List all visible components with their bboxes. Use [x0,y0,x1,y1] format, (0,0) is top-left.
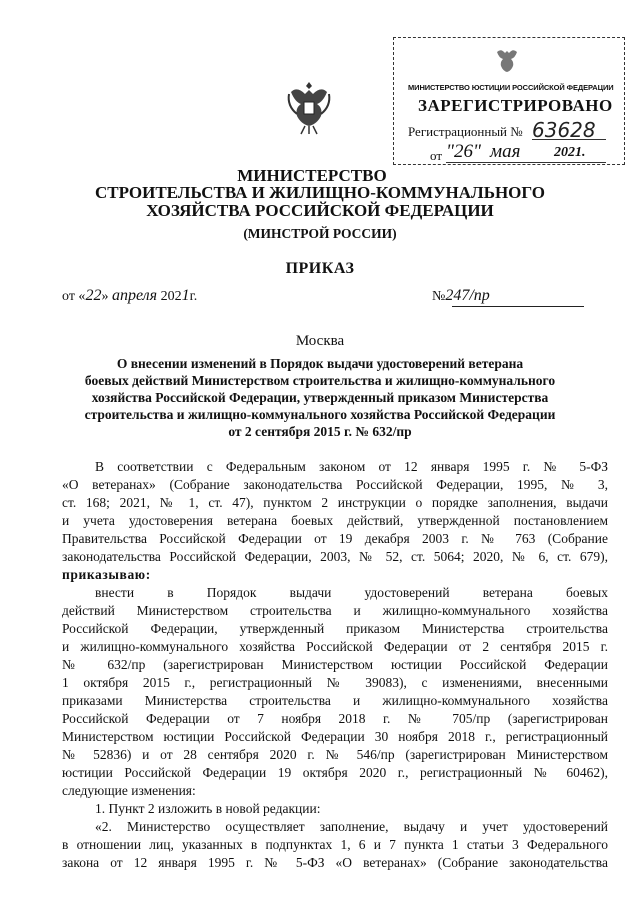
body-line: закона от 12 января 1995 г. № 5-ФЗ «О ветеранах» (Собрание законодательства [62,855,608,870]
body-line: в отношении лиц, указанных в подпунктах 1, 6 и 7 пункта 1 статьи 3 Федерального [62,837,608,852]
body-line: действий Министерством строительства и жилищно-коммунального хозяйства [62,603,608,618]
body-line: следующие изменения: [62,783,196,798]
body-line: внести в Порядок выдачи удостоверений ветерана боевых [95,585,608,600]
order-date-year-hand: 1 [181,287,190,304]
ministry-title-line-1: МИНИСТЕРСТВО [237,166,387,185]
body-line: № 52836) и от 28 сентября 2020 г. № 546/пр (зарегистрирован Министерством [62,747,608,762]
order-number [432,287,490,305]
body-line: «О ветеранах» (Собрание законодательства Российской Федерации, 1995, № 3, [62,477,608,492]
order-number-value: 247/пр [445,287,490,304]
stamp-date-prefix: от [430,148,443,163]
ministry-title-line-2: СТРОИТЕЛЬСТВА И ЖИЛИЩНО-КОММУНАЛЬНОГО [94,183,546,202]
stamp-date-year: 2021. [554,145,586,160]
ministry-short-name: (МИНСТРОЙ РОССИИ) [243,226,397,241]
order-date-year-prefix: 202 [157,289,182,304]
order-date-day: 22 [85,287,102,304]
order-date [62,287,197,305]
body-line: 1. Пункт 2 изложить в новой редакции: [95,801,321,816]
body-line: № 632/пр (зарегистрирован Министерством юстиции Российской Федерации [62,657,608,672]
stamp-date-month: мая [490,141,521,162]
body-line: Российской Федерации, утвержденный приказом Министерства строительства [62,621,608,636]
order-date-month: апреля [111,287,158,304]
body-line: Правительства Российской Федерации от 19 декабря 2003 г. № 763 (Собрание [62,531,608,546]
stamp-date-underline [446,162,606,163]
stamp-date-day: "26" [446,141,481,162]
body-line: законодательства Российской Федерации, 2003, № 52, ст. 5064; 2020, № 6, ст. 679), [62,549,608,564]
order-title-line: от 2 сентября 2015 г. № 632/пр [228,424,412,439]
order-date-suffix: г. [189,289,198,304]
body-line: и учета удостоверения ветерана боевых действий, утвержденной постановлением [62,513,608,528]
body-line: приказами Министерства строительства и жилищно-коммунального хозяйства [62,693,608,708]
order-number-underline [452,306,584,307]
order-title-line: боевых действий Министерством строительства и жилищно-коммунального [84,373,556,388]
stamp-registered: ЗАРЕГИСТРИРОВАНО [418,96,613,115]
order-number-prefix: № [432,289,446,304]
body-line: юстиции Российской Федерации 19 октября 2020 г., регистрационный № 60462), [62,765,608,780]
body-line: «2. Министерство осуществляет заполнение, выдачу и учет удостоверений [95,819,608,834]
registration-stamp [393,37,625,165]
ministry-title-line-3: ХОЗЯЙСТВА РОССИЙСКОЙ ФЕДЕРАЦИИ [146,201,494,220]
body-line: Российской Федерации от 7 ноября 2018 г. № 705/пр (зарегистрирован [62,711,608,726]
stamp-regnum-label: Регистрационный № [408,124,523,139]
body-line-order-verb: приказываю: [62,567,151,582]
body-line: Министерством юстиции Российской Федерации 30 ноября 2018 г., регистрационный [62,729,608,744]
order-title-line: строительства и жилищно-коммунального хозяйства Российской Федерации [84,407,556,422]
body-line: и жилищно-коммунального хозяйства Российской Федерации от 2 сентября 2015 г. [62,639,608,654]
body-line: 1 октября 2015 г., регистрационный № 39083), с изменениями, внесенными [62,675,608,690]
stamp-regnum-underline [532,139,606,140]
city: Москва [295,333,345,349]
order-date-mid: » [101,289,112,304]
coat-of-arms-small-icon [494,44,520,74]
document-type: ПРИКАЗ [285,260,355,277]
body-line: ст. 168; 2021, № 1, ст. 47), пунктом 2 инструкции о порядке заполнения, выдачи [62,495,608,510]
order-title-line: хозяйства Российской Федерации, утвержденный приказом Министерства [91,390,549,405]
coat-of-arms-icon [285,78,333,136]
order-date-prefix: от « [62,289,86,304]
stamp-regnum-value: 63628 [532,118,596,142]
stamp-ministry: МИНИСТЕРСТВО ЮСТИЦИИ РОССИЙСКОЙ ФЕДЕРАЦИИ [408,83,614,92]
order-title-line: О внесении изменений в Порядок выдачи удостоверений ветерана [116,356,524,371]
body-line: В соответствии с Федеральным законом от 12 января 1995 г. № 5-ФЗ [95,459,608,474]
